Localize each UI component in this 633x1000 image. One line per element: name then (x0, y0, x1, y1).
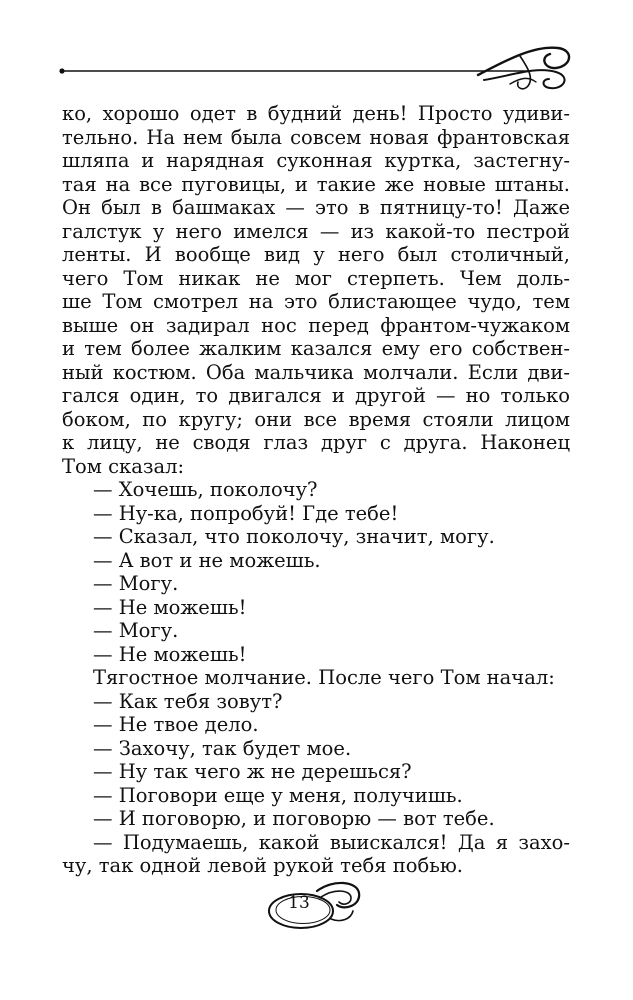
dialogue-line: — И поговорю, и поговорю — вот тебе. (93, 807, 495, 830)
text-line: шляпа и нарядная суконная куртка, застегну- (62, 149, 570, 172)
text-line: тельно. На нем была совсем новая франтовская (62, 125, 570, 149)
dialogue-line: — Сказал, что поколочу, значит, могу. (93, 525, 495, 548)
text-line: и тем более жалким казался ему его собствен- (62, 337, 570, 360)
page-number: 13 (288, 893, 310, 913)
dialogue-line: — Хочешь, поколочу? (93, 478, 318, 501)
dialogue-line: — А вот и не можешь. (93, 548, 321, 572)
dialogue-line: — Захочу, так будет мое. (93, 736, 352, 760)
text-line: гался один, то двигался и другой — но только (62, 384, 570, 407)
text-line: ленты. И вообще вид у него был столичный, (62, 243, 570, 266)
text-line: ше Том смотрел на это блистающее чудо, тем (62, 290, 570, 313)
text-line: боком, по кругу; они все время стояли лицом (62, 407, 570, 431)
text-line: чего Том никак не мог стерпеть. Чем доль- (62, 266, 570, 290)
dialogue-line: — Подумаешь, какой выискался! Да я захо- (93, 830, 570, 854)
text-line: тая на все пуговицы, и такие же новые штаны. (62, 172, 570, 196)
text-line: чу, так одной левой рукой тебя побью. (62, 854, 463, 877)
text-line: выше он задирал нос перед франтом-чужаком (62, 313, 570, 337)
text-line: Он был в башмаках — это в пятницу-то! Даже (62, 196, 570, 219)
dialogue-line: — Не твое дело. (93, 713, 259, 736)
dialogue-line: — Могу. (93, 619, 179, 642)
dialogue-line: — Ну-ка, попробуй! Где тебе! (93, 501, 399, 525)
text-line: галстук у него имелся — из какой-то пестрой (62, 219, 570, 243)
text-line: к лицу, не сводя глаз друг с друга. Наконец (62, 431, 570, 454)
text-line: Том сказал: (62, 454, 185, 478)
header-ornament (58, 42, 578, 94)
dialogue-line: — Не можешь! (93, 642, 247, 666)
dialogue-line: — Не можешь! (93, 595, 247, 619)
dialogue-line: — Ну так чего ж не дерешься? (93, 760, 412, 783)
text-line: ко, хорошо одет в будний день! Просто удиви- (62, 102, 570, 125)
text-line: Тягостное молчание. После чего Том начал: (93, 666, 555, 689)
dialogue-line: — Как тебя зовут? (93, 689, 283, 713)
page-text (62, 102, 570, 878)
dialogue-line: — Могу. (93, 572, 179, 595)
text-line: ный костюм. Оба мальчика молчали. Если дви- (62, 360, 570, 384)
dialogue-line: — Поговори еще у меня, получишь. (93, 783, 463, 807)
